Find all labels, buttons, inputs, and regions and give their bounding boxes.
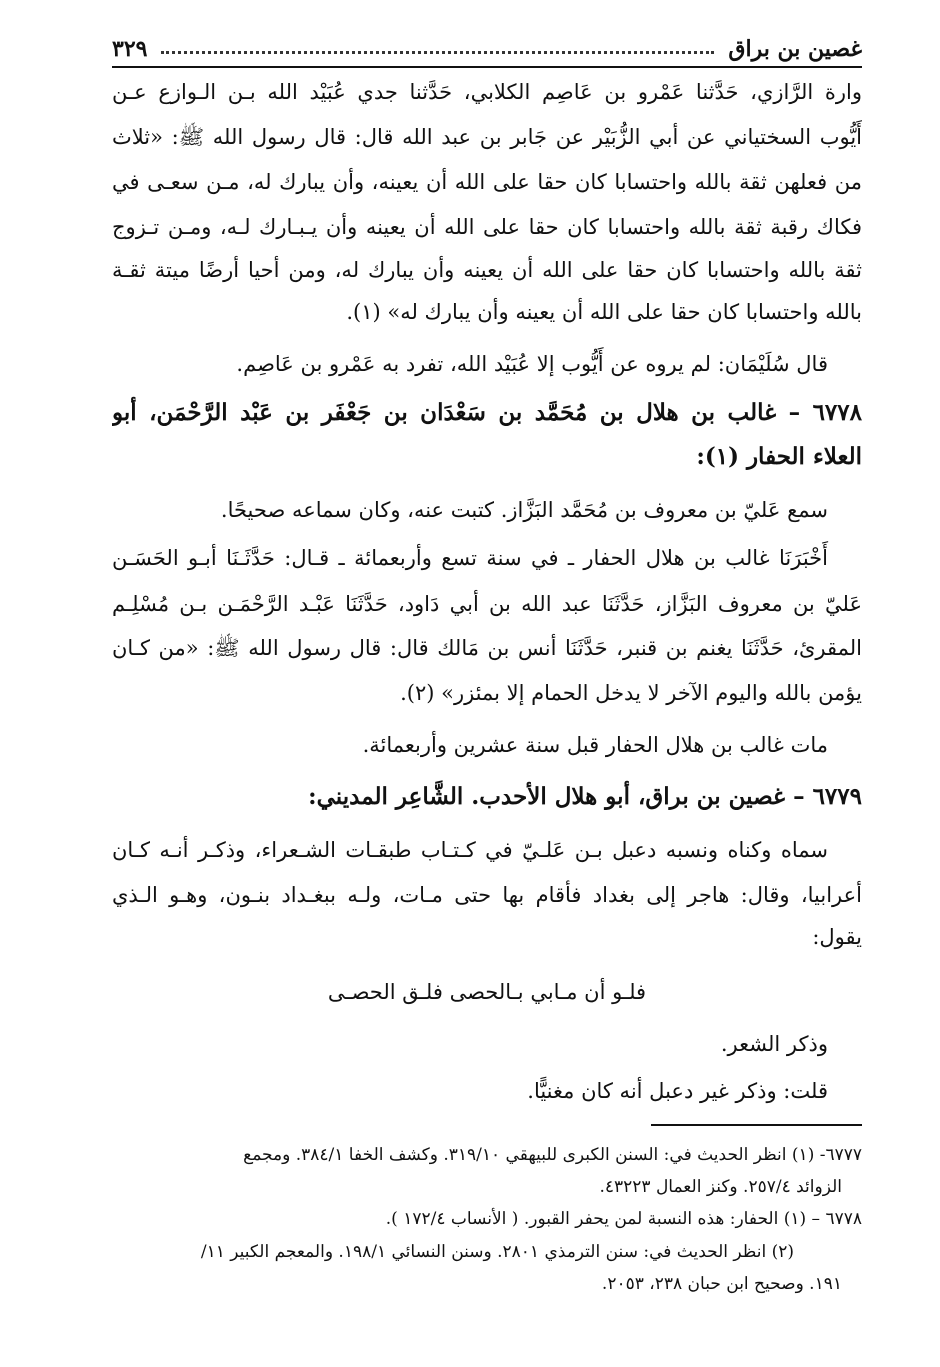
footnote-line: ٦٧٧٨ – (١) الحفار: هذه النسبة لمن يحفر القبور. ( الأنساب ١٧٢/٤ ). bbox=[385, 1209, 862, 1229]
entry-heading-6779: ٦٧٧٩ – غصين بن براق، أبو هلال الأحدب. الشَّاعِر المديني: bbox=[308, 783, 862, 810]
text-line: أَيُّوب السختياني عن أبي الزُّبَيْر عن جَابر بن عبد الله قال: قال رسول الله ﷺ: «ثلاث bbox=[112, 125, 862, 149]
footnote-line: (٢) انظر الحديث في: سنن الترمذي ٢٨٠١. وسنن النسائي ١٩٨/١. والمعجم الكبير ١١/ bbox=[200, 1242, 794, 1262]
text-line: ثقة بالله واحتسابا كان حقا على الله أن يعينه وأن يبارك له، ومن أحيا أرضًا ميتة ثقـة bbox=[112, 258, 862, 282]
text-line: أعرابيا، وقال: هاجر إلى بغداد فأقام بها حتى مـات، ولـه ببغـداد بنـون، وهـو الـذي bbox=[112, 883, 862, 907]
entry-heading-6778: ٦٧٧٨ – غالب بن هلال بن مُحَمَّد بن سَعْدَان بن جَعْفَر بن عَبْد الرَّحْمَن، أبو bbox=[112, 399, 862, 426]
footnote-line: الزوائد ٢٥٧/٤. وكنز العمال ٤٣٢٢٣. bbox=[599, 1177, 842, 1197]
text-line: مات غالب بن هلال الحفار قبل سنة عشرين وأربعمائة. bbox=[362, 733, 828, 757]
text-line: أَخْبَرَنَا غالب بن هلال الحفار ـ في سنة تسع وأربعمائة ـ قـال: حَدَّثَـنَا أبـو الحَسَـن bbox=[112, 546, 828, 570]
text-line: وارة الرَّازي، حَدَّثنا عَمْرو بن عَاصِم الكلابي، حَدَّثنا جدي عُبَيْد الله بـن الـوازع عـن bbox=[112, 80, 862, 104]
text-line: المقرئ، حَدَّثَنَا يغنم بن قنبر، حَدَّثَنَا أنس بن مَالك قال: قال رسول الله ﷺ: «من كـان bbox=[112, 636, 862, 660]
text-line: يقول: bbox=[812, 925, 862, 949]
text-line: قلت: وذكر غير دعبل أنه كان مغنيًّا. bbox=[527, 1079, 828, 1103]
entry-heading-6778-cont: العلاء الحفار (١): bbox=[696, 443, 862, 470]
page-number: ٣٢٩ bbox=[112, 36, 148, 62]
text-line: من فعلهن ثقة بالله واحتسابا كان حقا على الله أن يعينه، وأن يبارك له، مـن سعـى في bbox=[112, 170, 862, 194]
text-line: بالله واحتسابا كان حقا على الله أن يعينه وأن يبارك له» (١). bbox=[346, 300, 862, 324]
text-line: عَليّ بن معروف البَزَّاز، حَدَّثَنَا عبد الله بن أبي دَاود، حَدَّثَنَا عَبْـد الرَّحْمَـن بـن مُسْلِـم bbox=[112, 592, 862, 616]
running-header bbox=[112, 26, 862, 68]
footnote-line: ٦٧٧٧- (١) انظر الحديث في: السنن الكبرى للبيهقي ٣١٩/١٠. وكشف الخفا ٣٨٤/١. ومجمع bbox=[243, 1145, 862, 1165]
header-leader-dots bbox=[161, 51, 714, 54]
poem-verse: فلـو أن مـابي بـالحصى فلـق الحصـى bbox=[327, 980, 647, 1004]
text-line: فكاك رقبة ثقة بالله واحتسابا كان حقا على الله أن يعينه وأن يـبـارك لـه، ومـن تـزوج bbox=[112, 215, 862, 239]
text-line: وذكر الشعر. bbox=[720, 1032, 828, 1056]
footnote-separator bbox=[651, 1124, 862, 1126]
footnote-line: ١٩١. وصحيح ابن حبان ٢٣٨، ٢٠٥٣. bbox=[601, 1274, 842, 1294]
text-line: سماه وكناه ونسبه دعبل بـن عَلـيّ في كـتـاب طبقـات الشـعراء، وذكـر أنـه كـان bbox=[112, 838, 828, 862]
running-title: غصين بن براق bbox=[728, 36, 862, 62]
text-line: يؤمن بالله واليوم الآخر لا يدخل الحمام إلا بمئزر» (٢). bbox=[400, 681, 862, 705]
text-line: سمع عَليّ بن معروف بن مُحَمَّد البَزَّاز. كتبت عنه، وكان سماعه صحيحًا. bbox=[220, 498, 828, 522]
text-line: قال سُلَيْمَان: لم يروه عن أَيُّوب إلا عُبَيْد الله، تفرد به عَمْرو بن عَاصِم. bbox=[236, 352, 828, 376]
